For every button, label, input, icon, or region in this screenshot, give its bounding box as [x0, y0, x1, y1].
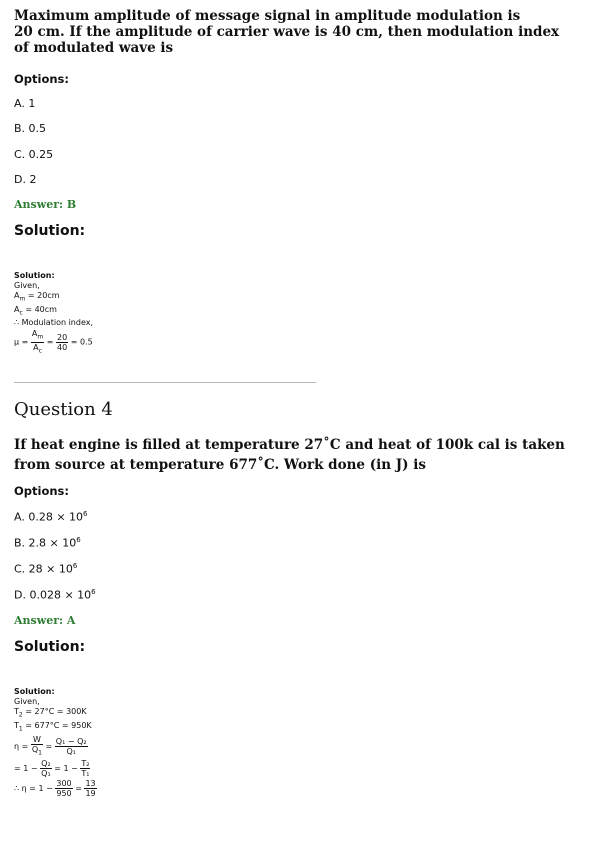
q3-solution-heading: Solution: [14, 223, 86, 239]
frac-num-sub: m [37, 333, 44, 341]
q3-option-c: C. 0.25 [14, 148, 54, 161]
eta-label: η = [14, 741, 29, 751]
q4-sol-t1-line [14, 721, 234, 735]
q4-option-a-exp: 6 [83, 510, 88, 518]
q4-sol-eta-line [14, 735, 234, 758]
frac-19: 19 [85, 788, 96, 798]
t2-value: = 27°C = 300K [25, 707, 87, 716]
t2-symbol: T [14, 707, 19, 716]
q4-option-a [14, 510, 88, 524]
q3-solution-block [14, 271, 214, 355]
t1-subscript: 1 [18, 725, 23, 733]
q4-solution-heading: Solution: [14, 639, 86, 655]
frac-den-40: 40 [57, 342, 68, 352]
q3-option-b: B. 0.5 [14, 122, 47, 135]
q3-options-heading: Options: [14, 72, 69, 86]
frac-950: 950 [56, 788, 72, 798]
twenty-over-forty-fraction [56, 333, 68, 352]
q4-option-c-exp: 6 [72, 562, 78, 570]
q4-option-a-base: A. 0.28 × 10 [14, 510, 84, 524]
am-subscript: m [19, 295, 26, 303]
frac-13: 13 [85, 778, 96, 788]
one-minus-2: = 1 − [54, 763, 78, 773]
frac-w: W [31, 735, 43, 745]
one-minus: = 1 − [14, 763, 38, 773]
divider [14, 382, 316, 383]
ac-symbol: A [14, 304, 20, 314]
question-3-line-3: of modulated wave is [14, 40, 174, 56]
q4-option-b [14, 536, 81, 550]
q4-option-b-base: B. 2.8 × 10 [14, 536, 77, 550]
question-4-line-2: from source at temperature 677˚C. Work done (in J) is [14, 457, 426, 473]
frac-t1: T₁ [81, 768, 90, 778]
13-over-19-fraction [84, 779, 96, 798]
q4-option-d [14, 588, 96, 602]
t2-over-t1-fraction [80, 759, 90, 778]
q4-sol-ratio-line [14, 759, 234, 778]
300-over-950-fraction [55, 779, 72, 798]
frac-q1-den: Q₁ [66, 746, 76, 756]
t1-value: = 677°C = 950K [25, 720, 92, 730]
q4-options-heading: Options: [14, 484, 69, 498]
q4-option-d-base: D. 0.028 × 10 [14, 588, 92, 602]
q4-option-b-exp: 6 [76, 536, 81, 544]
q3-answer: Answer: B [14, 198, 77, 211]
q2-over-q1-fraction [40, 759, 52, 778]
mu-result: = 0.5 [70, 337, 93, 347]
am-symbol: A [14, 291, 20, 300]
ac-subscript: c [19, 309, 23, 317]
q3-sol-mu-line [14, 329, 214, 355]
equals-sign: = [45, 741, 53, 751]
am-value: = 20cm [27, 291, 60, 300]
am-over-ac-fraction [31, 329, 44, 355]
frac-300: 300 [56, 778, 72, 788]
therefore-eta: ∴ η = 1 − [14, 783, 53, 793]
ac-value: = 40cm [25, 304, 57, 314]
q4-sol-result-line [14, 779, 234, 798]
frac-q2: Q₂ [41, 758, 51, 768]
mu-label: μ = [14, 337, 29, 347]
q3-option-d: D. 2 [14, 173, 37, 186]
equals-sign: = [46, 337, 54, 347]
q4-option-c-base: C. 28 × 10 [14, 562, 73, 576]
question-4-title: Question 4 [14, 399, 113, 420]
frac-q1c: Q₁ [41, 768, 51, 778]
q4-sol-given: Given, [14, 697, 40, 706]
frac-t2: T₂ [81, 758, 90, 768]
t1-symbol: T [14, 720, 19, 730]
q4-sol-t2-line [14, 707, 234, 721]
equals-sign-2: = [75, 783, 82, 793]
question-3-line-1: Maximum amplitude of message signal in amplitude modulation is [14, 8, 521, 24]
q4-option-d-exp: 6 [91, 588, 96, 596]
question-4-text [14, 435, 589, 475]
q4-option-c [14, 562, 77, 576]
q3-sol-therefore: ∴ Modulation index, [14, 318, 93, 328]
question-3-line-2: 20 cm. If the amplitude of carrier wave is 40 cm, then modulation index [14, 24, 560, 40]
question-3-text [14, 8, 584, 56]
frac-q1-minus-q2: Q₁ − Q₂ [55, 736, 87, 746]
frac-q1-sub: 1 [38, 749, 42, 757]
q3-sol-ac-line [14, 305, 214, 319]
frac-num-20: 20 [57, 332, 68, 342]
q4-sol-heading: Solution: [14, 687, 55, 696]
q3-sol-given: Given, [14, 281, 40, 290]
question-4-line-1: If heat engine is filled at temperature 27˚C and heat of 100k cal is taken [14, 437, 565, 453]
frac-q1: Q [31, 745, 39, 755]
q1-minus-q2-fraction [55, 737, 88, 756]
frac-den: A [33, 342, 39, 352]
q4-answer: Answer: A [14, 614, 76, 627]
frac-num: A [31, 329, 38, 339]
w-over-q1-fraction [31, 735, 43, 758]
q4-solution-block [14, 687, 234, 798]
q3-sol-heading: Solution: [14, 271, 55, 280]
q3-option-a: A. 1 [14, 97, 36, 110]
frac-den-sub: c [38, 347, 42, 355]
t2-subscript: 2 [18, 711, 23, 719]
q3-sol-am-line [14, 291, 214, 305]
